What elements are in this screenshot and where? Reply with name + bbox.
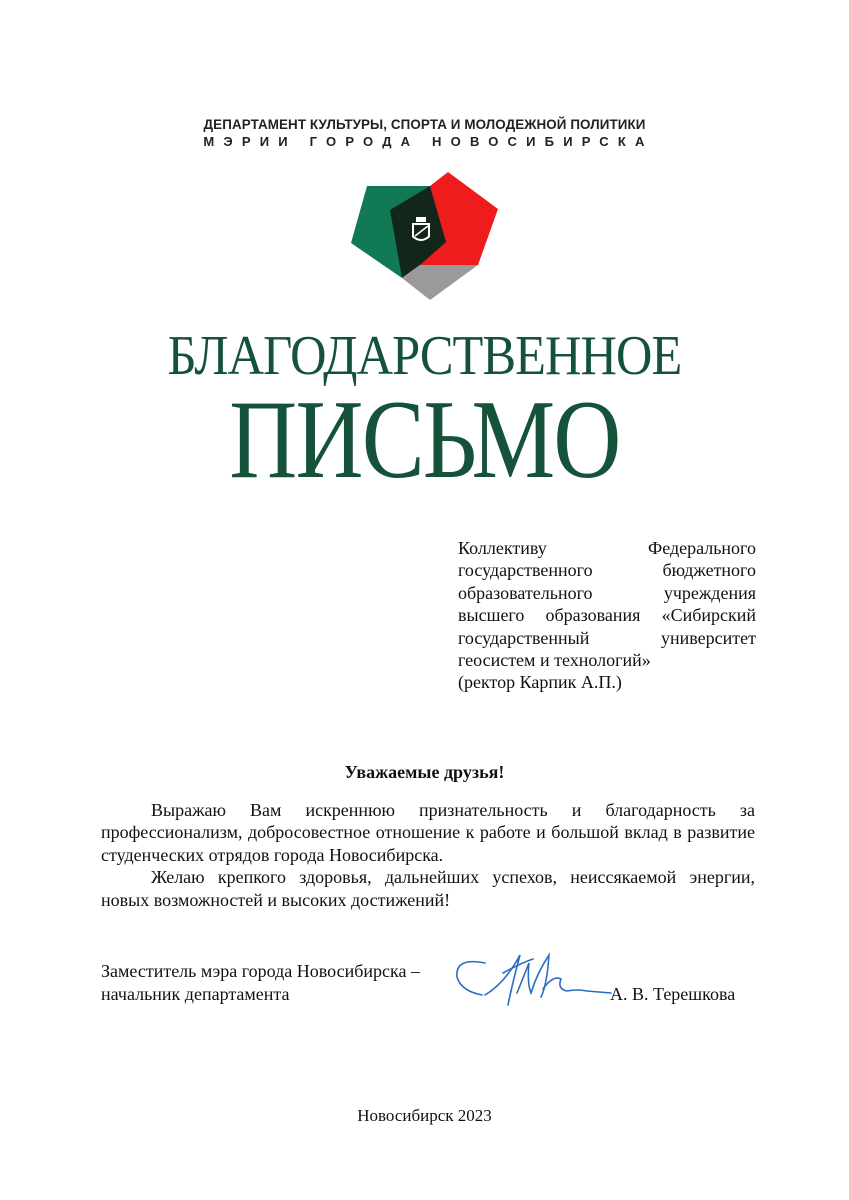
body-paragraph: Желаю крепкого здоровья, дальнейших успехов, неиссякаемой энергии, новых возможностей и высоких достижений! — [101, 867, 755, 910]
handwritten-signature — [455, 945, 615, 1015]
body-paragraph: Выражаю Вам искреннюю признательность и благодарность за профессионализм, добросовестное отношение к работе и большой вклад в развитие студенческих отрядов города Новосибирска. — [101, 800, 755, 865]
logo-gray-segment — [402, 265, 478, 300]
addressee-block — [458, 537, 756, 694]
department-logo — [340, 165, 510, 310]
letter-body — [101, 799, 755, 911]
addressee-line: образовательного учреждения — [458, 582, 756, 603]
addressee-line: государственный университет — [458, 627, 756, 648]
signatory-name: А. В. Терешкова — [610, 984, 736, 1004]
position-line2: начальник департамента — [101, 984, 290, 1004]
addressee-line: геосистем и технологий» — [458, 650, 651, 671]
title-line2: ПИСЬМО — [229, 378, 620, 502]
department-name-line1: ДЕПАРТАМЕНТ КУЛЬТУРЫ, СПОРТА И МОЛОДЕЖНОЙ ПОЛИТИКИ — [203, 117, 646, 132]
addressee-line: высшего образования «Сибирский — [458, 605, 756, 626]
city-and-year: Новосибирск 2023 — [357, 1106, 492, 1125]
title-line1: БЛАГОДАРСТВЕННОЕ — [167, 325, 682, 387]
department-name-line2: МЭРИИ ГОРОДА НОВОСИБИРСКА — [203, 134, 654, 149]
addressee-line: Коллективу Федерального — [458, 538, 756, 558]
signatory-position — [101, 960, 420, 1006]
addressee-line: государственного бюджетного — [458, 560, 756, 581]
addressee-line: (ректор Карпик А.П.) — [458, 672, 622, 693]
position-line1: Заместитель мэра города Новосибирска – — [101, 961, 420, 981]
greeting: Уважаемые друзья! — [344, 762, 505, 782]
